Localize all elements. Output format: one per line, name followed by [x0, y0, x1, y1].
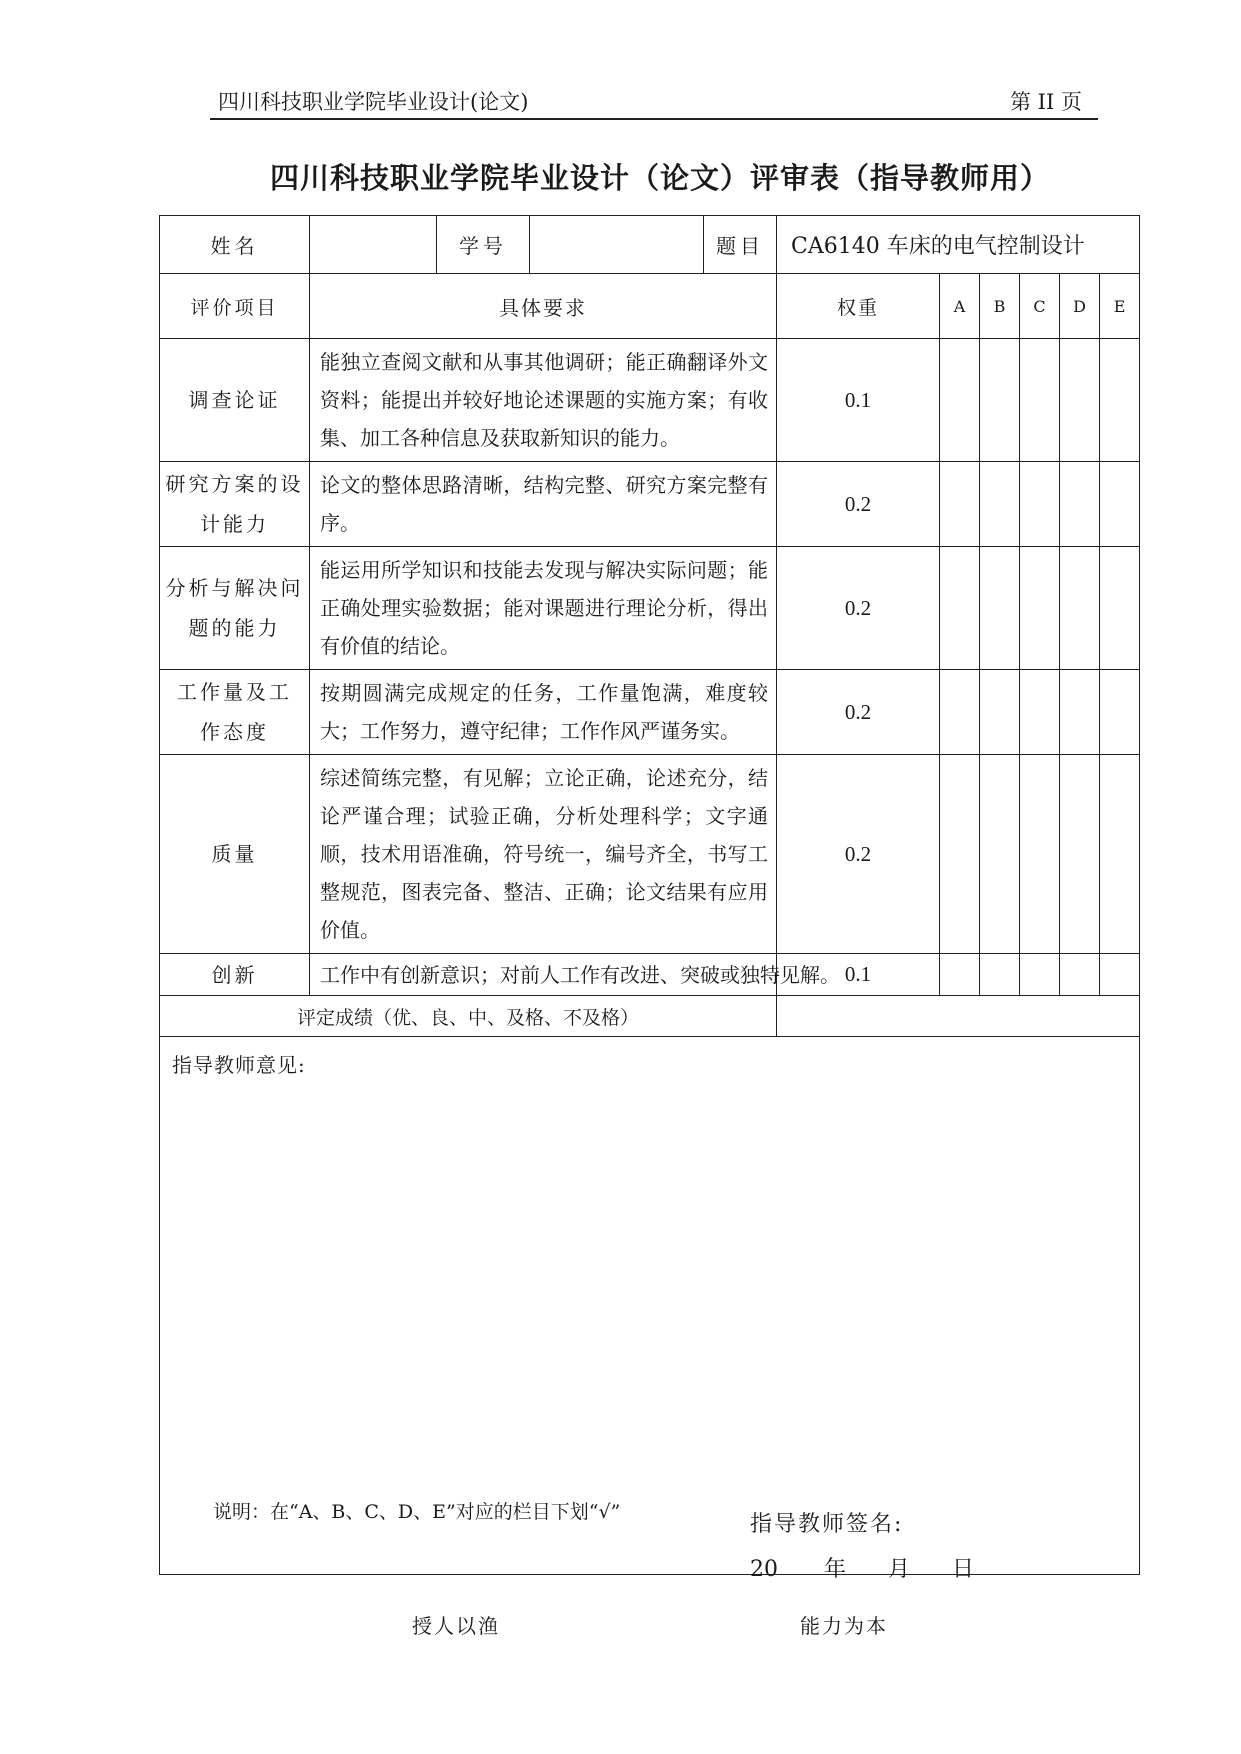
grade-cell-c[interactable] — [1020, 954, 1060, 996]
grade-cell-c[interactable] — [1020, 462, 1060, 547]
row-weight: 0.2 — [777, 547, 940, 670]
col-header-item: 评价项目 — [160, 274, 310, 339]
grade-cell-e[interactable] — [1100, 547, 1140, 670]
grade-cell-c[interactable] — [1020, 755, 1060, 954]
grade-cell-a[interactable] — [940, 547, 980, 670]
instruction-note: 说明：在“A、B、C、D、E”对应的栏目下划“√” — [213, 1501, 621, 1523]
table-row — [160, 547, 1140, 670]
row-requirement: 能独立查阅文献和从事其他调研；能正确翻译外文资料；能提出并较好地论述课题的实施方案；有收集、加工各种信息及获取新知识的能力。 — [310, 339, 777, 462]
row-weight: 0.1 — [777, 339, 940, 462]
grade-cell-d[interactable] — [1060, 670, 1100, 755]
final-grade-label: 评定成绩（优、良、中、及格、不及格） — [160, 996, 777, 1037]
form-title: 四川科技职业学院毕业设计（论文）评审表（指导教师用） — [269, 161, 1050, 195]
grade-cell-d[interactable] — [1060, 954, 1100, 996]
opinion-row — [160, 1037, 1140, 1575]
table-row — [160, 462, 1140, 547]
grade-cell-e[interactable] — [1100, 670, 1140, 755]
grade-cell-b[interactable] — [980, 670, 1020, 755]
row-item: 调查论证 — [160, 339, 310, 462]
col-header-requirement: 具体要求 — [310, 274, 777, 339]
date-month-unit: 月 — [888, 1557, 911, 1582]
table-row — [160, 670, 1140, 755]
grade-cell-a[interactable] — [940, 954, 980, 996]
signature-label: 指导教师签名: — [750, 1512, 904, 1537]
grade-cell-e[interactable] — [1100, 462, 1140, 547]
row-requirement: 工作中有创新意识；对前人工作有改进、突破或独特见解。 — [310, 954, 777, 996]
grade-cell-b[interactable] — [980, 339, 1020, 462]
topic-label: 题目 — [704, 216, 777, 274]
row-requirement: 论文的整体思路清晰，结构完整、研究方案完整有序。 — [310, 462, 777, 547]
col-header-weight: 权重 — [777, 274, 940, 339]
grade-cell-b[interactable] — [980, 755, 1020, 954]
row-requirement: 按期圆满完成规定的任务，工作量饱满，难度较大；工作努力，遵守纪律；工作作风严谨务实。 — [310, 670, 777, 755]
col-header-grade-e: E — [1100, 274, 1140, 339]
signature-date — [750, 1552, 974, 1583]
grade-cell-a[interactable] — [940, 670, 980, 755]
running-header-title: 四川科技职业学院毕业设计(论文) — [218, 90, 529, 114]
date-year-unit: 年 — [824, 1557, 847, 1582]
row-item: 分析与解决问题的能力 — [160, 547, 310, 670]
table-row — [160, 755, 1140, 954]
name-field[interactable] — [310, 216, 437, 274]
info-row — [160, 216, 1140, 274]
grade-cell-e[interactable] — [1100, 954, 1140, 996]
row-weight: 0.2 — [777, 462, 940, 547]
col-header-grade-d: D — [1060, 274, 1100, 339]
grade-cell-c[interactable] — [1020, 547, 1060, 670]
table-row — [160, 954, 1140, 996]
grade-cell-a[interactable] — [940, 462, 980, 547]
col-header-grade-a: A — [940, 274, 980, 339]
grade-cell-b[interactable] — [980, 547, 1020, 670]
footer-motto-left: 授人以渔 — [412, 1614, 500, 1638]
row-weight: 0.1 — [777, 954, 940, 996]
row-requirement: 能运用所学知识和技能去发现与解决实际问题；能正确处理实验数据；能对课题进行理论分析，得出有价值的结论。 — [310, 547, 777, 670]
grade-cell-a[interactable] — [940, 339, 980, 462]
evaluation-table — [159, 215, 1140, 1582]
opinion-area[interactable] — [160, 1037, 1140, 1582]
topic-value: CA6140 车床的电气控制设计 — [777, 216, 1140, 274]
grade-cell-c[interactable] — [1020, 670, 1060, 755]
row-item: 创新 — [160, 954, 310, 996]
grade-cell-c[interactable] — [1020, 339, 1060, 462]
row-requirement: 综述简练完整，有见解；立论正确，论述充分，结论严谨合理；试验正确，分析处理科学；文字通顺，技术用语准确，符号统一，编号齐全，书写工整规范，图表完备、整洁、正确；论文结果有应用价值。 — [310, 755, 777, 954]
final-grade-field[interactable] — [777, 996, 1140, 1037]
grade-cell-d[interactable] — [1060, 462, 1100, 547]
row-item: 质量 — [160, 755, 310, 954]
column-header-row — [160, 274, 1140, 339]
running-header-page: 第 II 页 — [1010, 90, 1082, 114]
date-year: 20 — [750, 1557, 778, 1582]
grade-cell-b[interactable] — [980, 954, 1020, 996]
grade-cell-d[interactable] — [1060, 755, 1100, 954]
student-id-field[interactable] — [530, 216, 704, 274]
grade-cell-d[interactable] — [1060, 339, 1100, 462]
header-rule — [210, 118, 1098, 120]
final-grade-row — [160, 996, 1140, 1037]
row-item: 工作量及工作态度 — [160, 670, 310, 755]
footer-motto-right: 能力为本 — [800, 1614, 888, 1638]
row-weight: 0.2 — [777, 670, 940, 755]
col-header-grade-c: C — [1020, 274, 1060, 339]
student-id-label: 学号 — [437, 216, 530, 274]
row-weight: 0.2 — [777, 755, 940, 954]
table-row — [160, 339, 1140, 462]
name-label: 姓名 — [160, 216, 310, 274]
grade-cell-d[interactable] — [1060, 547, 1100, 670]
grade-cell-e[interactable] — [1100, 339, 1140, 462]
date-day-unit: 日 — [952, 1557, 975, 1582]
grade-cell-a[interactable] — [940, 755, 980, 954]
row-item: 研究方案的设计能力 — [160, 462, 310, 547]
grade-cell-e[interactable] — [1100, 755, 1140, 954]
grade-cell-b[interactable] — [980, 462, 1020, 547]
col-header-grade-b: B — [980, 274, 1020, 339]
opinion-label: 指导教师意见: — [172, 1053, 306, 1077]
